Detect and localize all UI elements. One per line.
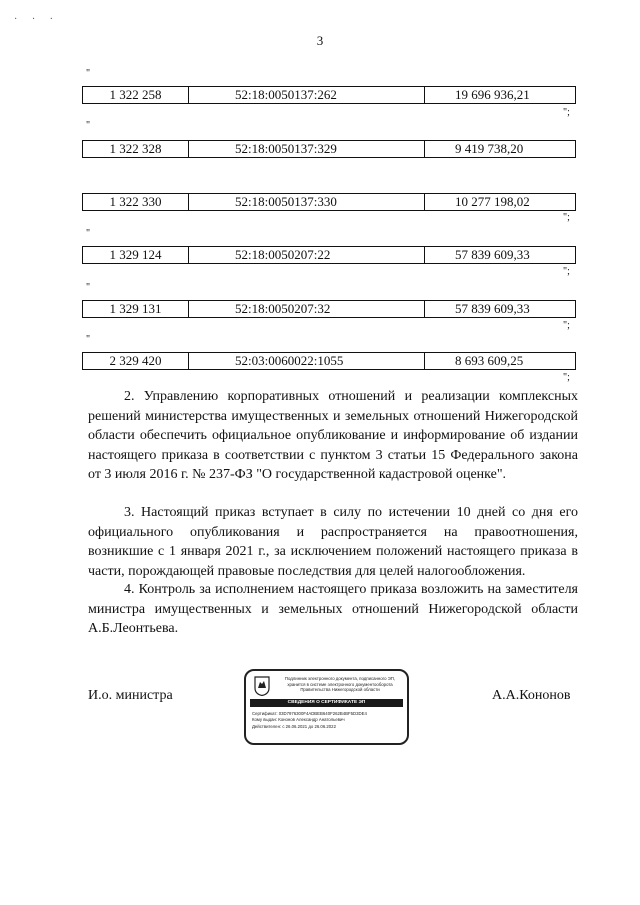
table-row [82, 246, 576, 264]
cell-number: 1 329 131 [83, 301, 189, 317]
cell-number: 1 322 258 [83, 87, 189, 103]
cell-value: 9 419 738,20 [455, 141, 524, 156]
coat-of-arms-icon [254, 676, 270, 696]
opening-quote: " [86, 68, 91, 79]
opening-quote: " [86, 334, 91, 345]
closing-quote: "; [563, 212, 570, 223]
cell-value: 8 693 609,25 [455, 353, 524, 368]
closing-quote: "; [563, 107, 570, 118]
cell-cadastral: 52:18:0050207:22 [189, 247, 425, 263]
stamp-issued-to: Кому выдан: Кононов Александр Анатольевич [252, 717, 345, 723]
closing-quote: "; [563, 266, 570, 277]
cell-number: 1 322 328 [83, 141, 189, 157]
stamp-certificate: Сертификат: 03D7976300F4ADBEB640F262B4BF5D3DE4 [252, 711, 367, 716]
cell-number: 1 322 330 [83, 194, 189, 210]
cell-cadastral: 52:03:0060022:1055 [189, 353, 425, 369]
page-number: 3 [316, 33, 324, 48]
stamp-details [252, 711, 367, 730]
table-row [82, 300, 576, 318]
stamp-title: СВЕДЕНИЯ О СЕРТИФИКАТЕ ЭП [250, 699, 403, 707]
opening-quote: " [86, 120, 91, 131]
cell-value: 57 839 609,33 [455, 247, 530, 262]
table-row [82, 86, 576, 104]
cell-number: 1 329 124 [83, 247, 189, 263]
closing-quote: "; [563, 320, 570, 331]
signer-position: И.о. министра [88, 688, 173, 703]
signer-name: А.А.Кононов [492, 688, 571, 703]
electronic-signature-stamp [244, 669, 409, 745]
stamp-validity: Действителен: с 26.06.2021 до 26.06.2022 [252, 723, 336, 729]
paragraph-3: 3. Настоящий приказ вступает в силу по истечении 10 дней со дня его официального опубликования и распространяется на правоотношения, возникшие с 1 января 2021 г., за исключением положений настоящего приказа в части, порождающей правовые последствия для целей налогообложения. [88, 505, 578, 579]
cell-number: 2 329 420 [83, 353, 189, 369]
cell-cadastral: 52:18:0050137:329 [189, 141, 425, 157]
table-row [82, 193, 576, 211]
cell-value: 19 696 936,21 [455, 87, 530, 102]
cell-cadastral: 52:18:0050207:32 [189, 301, 425, 317]
opening-quote: " [86, 228, 91, 239]
cell-cadastral: 52:18:0050137:330 [189, 194, 425, 210]
opening-quote: " [86, 282, 91, 293]
cell-value: 10 277 198,02 [455, 194, 530, 209]
cell-cadastral: 52:18:0050137:262 [189, 87, 425, 103]
table-row [82, 352, 576, 370]
scan-artifact: · · · [14, 14, 59, 25]
paragraph-2: 2. Управлению корпоративных отношений и реализации комплексных решений министерства имущественных и земельных отношений Нижегородской области обеспечить официальное опубликование и информирование об издании настоящего приказа в соответствии с пунктом 3 статьи 15 Федерального закона от 3 июля 2016 г. № 237-ФЗ "О государственной кадастровой оценке". [88, 389, 578, 482]
cell-value: 57 839 609,33 [455, 301, 530, 316]
closing-quote: "; [563, 372, 570, 383]
paragraph-4: 4. Контроль за исполнением настоящего приказа возложить на заместителя министра имущественных и земельных отношений Нижегородской области А.Б.Леонтьева. [88, 582, 578, 636]
table-row [82, 140, 576, 158]
stamp-header: Подлинник электронного документа, подписанного ЭП, хранится в системе электронного документооборота Правительства Нижегородской области [284, 676, 396, 693]
